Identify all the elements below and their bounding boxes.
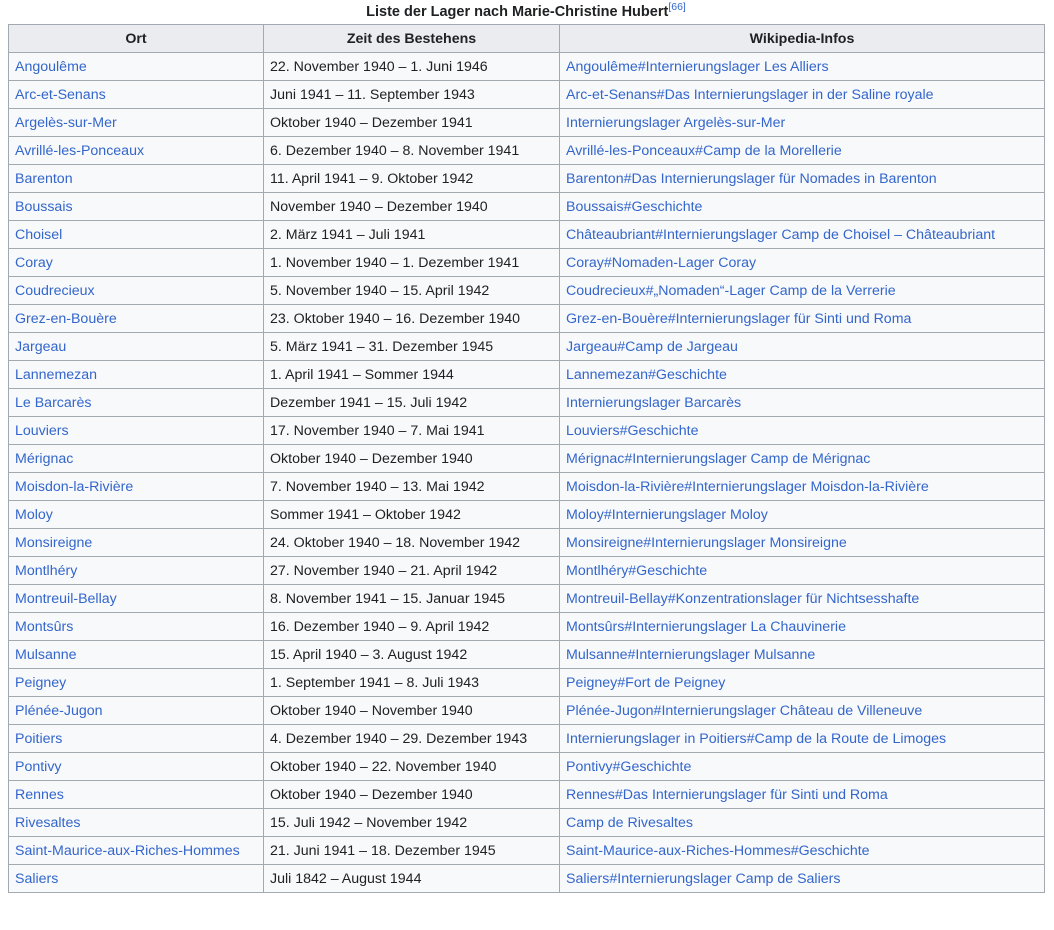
table-row — [9, 781, 1045, 809]
place-link[interactable]: Poitiers — [15, 730, 63, 747]
header-row — [9, 25, 1045, 53]
cell-wikipedia — [560, 221, 1045, 249]
place-link[interactable]: Argelès-sur-Mer — [15, 114, 117, 131]
place-link[interactable]: Grez-en-Bouère — [15, 310, 117, 327]
table-row — [9, 389, 1045, 417]
place-link[interactable]: Le Barcarès — [15, 394, 92, 411]
place-link[interactable]: Avrillé-les-Ponceaux — [15, 142, 145, 159]
cell-zeit: Oktober 1940 – 22. November 1940 — [264, 753, 560, 781]
place-link[interactable]: Arc-et-Senans — [15, 86, 106, 103]
place-link[interactable]: Coray — [15, 254, 53, 271]
place-link[interactable]: Barenton — [15, 170, 73, 187]
column-header-ort: Ort — [9, 25, 264, 53]
place-link[interactable]: Rennes — [15, 786, 64, 803]
cell-zeit: 4. Dezember 1940 – 29. Dezember 1943 — [264, 725, 560, 753]
wikipedia-link[interactable]: Angoulême#Internierungslager Les Alliers — [566, 58, 829, 75]
wikipedia-link[interactable]: Internierungslager Barcarès — [566, 394, 742, 411]
cell-ort — [9, 445, 264, 473]
place-link[interactable]: Montlhéry — [15, 562, 78, 579]
cell-wikipedia — [560, 501, 1045, 529]
cell-ort — [9, 81, 264, 109]
wikipedia-link[interactable]: Coray#Nomaden-Lager Coray — [566, 254, 757, 271]
cell-wikipedia — [560, 277, 1045, 305]
table-row — [9, 109, 1045, 137]
table-row — [9, 753, 1045, 781]
cell-ort — [9, 361, 264, 389]
table-row — [9, 837, 1045, 865]
cell-wikipedia — [560, 613, 1045, 641]
cell-ort — [9, 137, 264, 165]
place-link[interactable]: Coudrecieux — [15, 282, 95, 299]
cell-zeit: 23. Oktober 1940 – 16. Dezember 1940 — [264, 305, 560, 333]
cell-zeit: Juli 1842 – August 1944 — [264, 865, 560, 893]
wikipedia-link[interactable]: Internierungslager in Poitiers#Camp de la Route de Limoges — [566, 730, 947, 747]
cell-ort — [9, 277, 264, 305]
cell-zeit: Oktober 1940 – November 1940 — [264, 697, 560, 725]
wikipedia-link[interactable]: Saliers#Internierungslager Camp de Saliers — [566, 870, 841, 887]
cell-ort — [9, 333, 264, 361]
wikipedia-link[interactable]: Châteaubriant#Internierungslager Camp de Choisel – Châteaubriant — [566, 226, 996, 243]
column-header-wikipedia: Wikipedia-Infos — [560, 25, 1045, 53]
cell-wikipedia — [560, 81, 1045, 109]
place-link[interactable]: Mérignac — [15, 450, 74, 467]
cell-ort — [9, 249, 264, 277]
wikipedia-link[interactable]: Internierungslager Argelès-sur-Mer — [566, 114, 786, 131]
cell-wikipedia — [560, 809, 1045, 837]
cell-ort — [9, 109, 264, 137]
table-row — [9, 277, 1045, 305]
cell-wikipedia — [560, 585, 1045, 613]
table-row — [9, 725, 1045, 753]
table-row — [9, 865, 1045, 893]
cell-zeit: 21. Juni 1941 – 18. Dezember 1945 — [264, 837, 560, 865]
table-row — [9, 585, 1045, 613]
wikipedia-link[interactable]: Barenton#Das Internierungslager für Nomades in Barenton — [566, 170, 937, 187]
caption-title: Liste der Lager nach Marie-Christine Hubert — [366, 4, 669, 20]
wikipedia-link[interactable]: Plénée-Jugon#Internierungslager Château de Villeneuve — [566, 702, 923, 719]
cell-zeit: Oktober 1940 – Dezember 1940 — [264, 445, 560, 473]
cell-ort — [9, 809, 264, 837]
cell-wikipedia — [560, 193, 1045, 221]
cell-wikipedia — [560, 305, 1045, 333]
place-link[interactable]: Lannemezan — [15, 366, 98, 383]
cell-ort — [9, 641, 264, 669]
wikipedia-link[interactable]: Peigney#Fort de Peigney — [566, 674, 726, 691]
wikipedia-link[interactable]: Saint-Maurice-aux-Riches-Hommes#Geschichte — [566, 842, 870, 859]
cell-zeit: 5. November 1940 – 15. April 1942 — [264, 277, 560, 305]
cell-wikipedia — [560, 417, 1045, 445]
cell-ort — [9, 389, 264, 417]
cell-zeit: 1. November 1940 – 1. Dezember 1941 — [264, 249, 560, 277]
cell-zeit: 7. November 1940 – 13. Mai 1942 — [264, 473, 560, 501]
cell-zeit: 6. Dezember 1940 – 8. November 1941 — [264, 137, 560, 165]
cell-ort — [9, 529, 264, 557]
table-row — [9, 529, 1045, 557]
cell-zeit: 1. September 1941 – 8. Juli 1943 — [264, 669, 560, 697]
table-row — [9, 557, 1045, 585]
wikipedia-link[interactable]: Moisdon-la-Rivière#Internierungslager Moisdon-la-Rivière — [566, 478, 929, 495]
wikipedia-link[interactable]: Avrillé-les-Ponceaux#Camp de la Morellerie — [566, 142, 842, 159]
wikipedia-link[interactable]: Rennes#Das Internierungslager für Sinti und Roma — [566, 786, 888, 803]
cell-ort — [9, 193, 264, 221]
camp-table — [8, 24, 1045, 893]
wikipedia-link[interactable]: Moloy#Internierungslager Moloy — [566, 506, 768, 523]
cell-ort — [9, 585, 264, 613]
cell-zeit: 15. Juli 1942 – November 1942 — [264, 809, 560, 837]
place-link[interactable]: Rivesaltes — [15, 814, 81, 831]
wikipedia-link[interactable]: Arc-et-Senans#Das Internierungslager in der Saline royale — [566, 86, 934, 103]
table-row — [9, 53, 1045, 81]
cell-wikipedia — [560, 697, 1045, 725]
table-row — [9, 809, 1045, 837]
table-row — [9, 501, 1045, 529]
wikipedia-link[interactable]: Jargeau#Camp de Jargeau — [566, 338, 738, 355]
table-row — [9, 81, 1045, 109]
cell-ort — [9, 865, 264, 893]
wikipedia-link[interactable]: Mérignac#Internierungslager Camp de Mérignac — [566, 450, 871, 467]
cell-zeit: 16. Dezember 1940 – 9. April 1942 — [264, 613, 560, 641]
cell-zeit: 1. April 1941 – Sommer 1944 — [264, 361, 560, 389]
wikipedia-link[interactable]: Grez-en-Bouère#Internierungslager für Sinti und Roma — [566, 310, 912, 327]
table-row — [9, 697, 1045, 725]
place-link[interactable]: Plénée-Jugon — [15, 702, 103, 719]
table-row — [9, 361, 1045, 389]
column-header-zeit: Zeit des Bestehens — [264, 25, 560, 53]
cell-wikipedia — [560, 473, 1045, 501]
wikipedia-link[interactable]: Boussais#Geschichte — [566, 198, 703, 215]
cell-ort — [9, 501, 264, 529]
wikipedia-link[interactable]: Louviers#Geschichte — [566, 422, 699, 439]
cell-zeit: 8. November 1941 – 15. Januar 1945 — [264, 585, 560, 613]
cell-zeit: Juni 1941 – 11. September 1943 — [264, 81, 560, 109]
place-link[interactable]: Choisel — [15, 226, 63, 243]
cell-ort — [9, 305, 264, 333]
table-caption — [8, 0, 1044, 24]
cell-wikipedia — [560, 753, 1045, 781]
cell-zeit: 2. März 1941 – Juli 1941 — [264, 221, 560, 249]
cell-ort — [9, 725, 264, 753]
wikipedia-link[interactable]: Lannemezan#Geschichte — [566, 366, 727, 383]
table-row — [9, 221, 1045, 249]
place-link[interactable]: Moisdon-la-Rivière — [15, 478, 134, 495]
place-link[interactable]: Mulsanne — [15, 646, 77, 663]
place-link[interactable]: Peigney — [15, 674, 67, 691]
cell-ort — [9, 613, 264, 641]
cell-wikipedia — [560, 333, 1045, 361]
wikipedia-link[interactable]: Montsûrs#Internierungslager La Chauvinerie — [566, 618, 846, 635]
cell-zeit: 11. April 1941 – 9. Oktober 1942 — [264, 165, 560, 193]
cell-zeit: November 1940 – Dezember 1940 — [264, 193, 560, 221]
table-row — [9, 473, 1045, 501]
place-link[interactable]: Louviers — [15, 422, 69, 439]
place-link[interactable]: Boussais — [15, 198, 73, 215]
cell-wikipedia — [560, 837, 1045, 865]
place-link[interactable]: Montreuil-Bellay — [15, 590, 117, 607]
table-row — [9, 137, 1045, 165]
cell-ort — [9, 697, 264, 725]
table-row — [9, 445, 1045, 473]
cell-zeit: 5. März 1941 – 31. Dezember 1945 — [264, 333, 560, 361]
cell-ort — [9, 165, 264, 193]
cell-zeit: Oktober 1940 – Dezember 1941 — [264, 109, 560, 137]
wikipedia-link[interactable]: Montreuil-Bellay#Konzentrationslager für Nichtsesshafte — [566, 590, 920, 607]
table-row — [9, 417, 1045, 445]
cell-ort — [9, 669, 264, 697]
cell-ort — [9, 473, 264, 501]
wikipedia-link[interactable]: Coudrecieux#„Nomaden“-Lager Camp de la Verrerie — [566, 282, 896, 299]
cell-zeit: Dezember 1941 – 15. Juli 1942 — [264, 389, 560, 417]
cell-zeit: 24. Oktober 1940 – 18. November 1942 — [264, 529, 560, 557]
cell-wikipedia — [560, 557, 1045, 585]
cell-wikipedia — [560, 389, 1045, 417]
cell-wikipedia — [560, 53, 1045, 81]
table-row — [9, 305, 1045, 333]
cell-ort — [9, 557, 264, 585]
place-link[interactable]: Jargeau — [15, 338, 67, 355]
reference-link[interactable]: [66] — [668, 1, 686, 13]
cell-zeit: 27. November 1940 – 21. April 1942 — [264, 557, 560, 585]
cell-zeit: 15. April 1940 – 3. August 1942 — [264, 641, 560, 669]
place-link[interactable]: Saint-Maurice-aux-Riches-Hommes — [15, 842, 240, 859]
wikipedia-link[interactable]: Mulsanne#Internierungslager Mulsanne — [566, 646, 816, 663]
wikipedia-link[interactable]: Montlhéry#Geschichte — [566, 562, 708, 579]
cell-ort — [9, 417, 264, 445]
cell-wikipedia — [560, 109, 1045, 137]
cell-zeit: 22. November 1940 – 1. Juni 1946 — [264, 53, 560, 81]
cell-ort — [9, 837, 264, 865]
table-row — [9, 669, 1045, 697]
cell-zeit: 17. November 1940 – 7. Mai 1941 — [264, 417, 560, 445]
wikipedia-link[interactable]: Monsireigne#Internierungslager Monsireigne — [566, 534, 847, 551]
place-link[interactable]: Monsireigne — [15, 534, 93, 551]
cell-wikipedia — [560, 165, 1045, 193]
place-link[interactable]: Montsûrs — [15, 618, 74, 635]
cell-ort — [9, 781, 264, 809]
cell-zeit: Oktober 1940 – Dezember 1940 — [264, 781, 560, 809]
cell-wikipedia — [560, 669, 1045, 697]
cell-wikipedia — [560, 445, 1045, 473]
cell-wikipedia — [560, 725, 1045, 753]
cell-wikipedia — [560, 865, 1045, 893]
cell-ort — [9, 753, 264, 781]
place-link[interactable]: Saliers — [15, 870, 59, 887]
wikipedia-link[interactable]: Camp de Rivesaltes — [566, 814, 693, 831]
cell-wikipedia — [560, 249, 1045, 277]
cell-wikipedia — [560, 361, 1045, 389]
table-row — [9, 333, 1045, 361]
place-link[interactable]: Angoulême — [15, 58, 87, 75]
wikipedia-link[interactable]: Pontivy#Geschichte — [566, 758, 692, 775]
place-link[interactable]: Pontivy — [15, 758, 62, 775]
cell-ort — [9, 53, 264, 81]
cell-wikipedia — [560, 641, 1045, 669]
cell-wikipedia — [560, 781, 1045, 809]
cell-zeit: Sommer 1941 – Oktober 1942 — [264, 501, 560, 529]
table-row — [9, 249, 1045, 277]
table-row — [9, 165, 1045, 193]
table-row — [9, 641, 1045, 669]
table-row — [9, 193, 1045, 221]
cell-wikipedia — [560, 529, 1045, 557]
table-row — [9, 613, 1045, 641]
cell-ort — [9, 221, 264, 249]
place-link[interactable]: Moloy — [15, 506, 53, 523]
cell-wikipedia — [560, 137, 1045, 165]
